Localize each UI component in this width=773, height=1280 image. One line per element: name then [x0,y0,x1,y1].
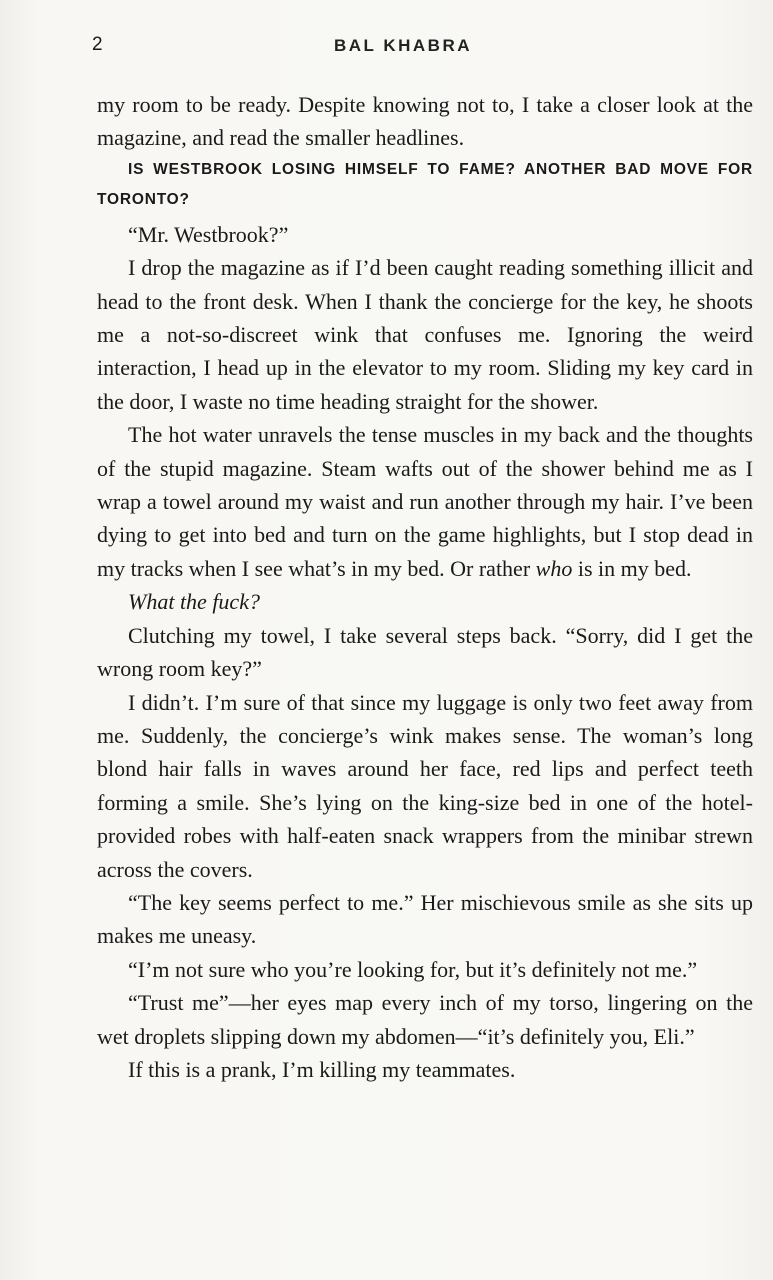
paragraph: I drop the magazine as if I’d been caught reading something illicit and head to the front desk. When I thank the concierge for the key, he shoots me a not-so-discreet wink that confuses me. Ignoring the weird interaction, I head up in the elevator to my room. Sliding my key card in the door, I waste no time heading straight for the shower. [97,255,753,414]
running-head-author: BAL KHABRA [334,36,473,55]
paragraph: Clutching my towel, I take several steps back. “Sorry, did I get the wrong room key?” [97,622,753,682]
paragraph-text: The hot water unravels the tense muscles in my back and the thoughts of the stupid magazine. Steam wafts out of the shower behind me as I wrap a towel around my waist and run another through my hair. I’ve been dying to get into bed and turn on the game highlights, but I stop dead in my tracks when I see what’s in my bed. Or rather [97,422,753,581]
paragraph: “Mr. Westbrook?” [128,221,289,247]
paragraph: my room to be ready. Despite knowing not to, I take a closer look at the magazine, and read the smaller headlines. [97,92,753,151]
italic-thought: What the fuck? [128,589,260,615]
page-header [92,34,492,62]
paragraph: “Trust me”—her eyes map every inch of my torso, lingering on the wet droplets slipping down my abdomen—“it’s definitely you, Eli.” [97,990,753,1049]
paragraph: “I’m not sure who you’re looking for, but it’s definitely not me.” [128,956,698,982]
paragraph: “The key seems perfect to me.” Her mischievous smile as she sits up makes me uneasy. [97,889,753,949]
page-number: 2 [92,34,103,55]
body-text [97,88,753,1086]
paragraph [97,585,753,618]
paragraph: I didn’t. I’m sure of that since my luggage is only two feet away from me. Suddenly, the concierge’s wink makes sense. The woman’s long blond hair falls in waves around her face, red lips and perfect teeth forming a smile. She’s lying on the king-size bed in one of the hotel-provided robes with half-eaten snack wrappers from the minibar strewn across the covers. [97,689,753,882]
magazine-headline: IS WESTBROOK LOSING HIMSELF TO FAME? ANOTHER BAD MOVE FOR TORONTO? [97,160,753,208]
paragraph-text: is in my bed. [577,555,692,581]
italic-word: who [535,555,573,581]
paragraph [97,418,753,585]
paragraph: If this is a prank, I’m killing my teammates. [128,1056,516,1082]
